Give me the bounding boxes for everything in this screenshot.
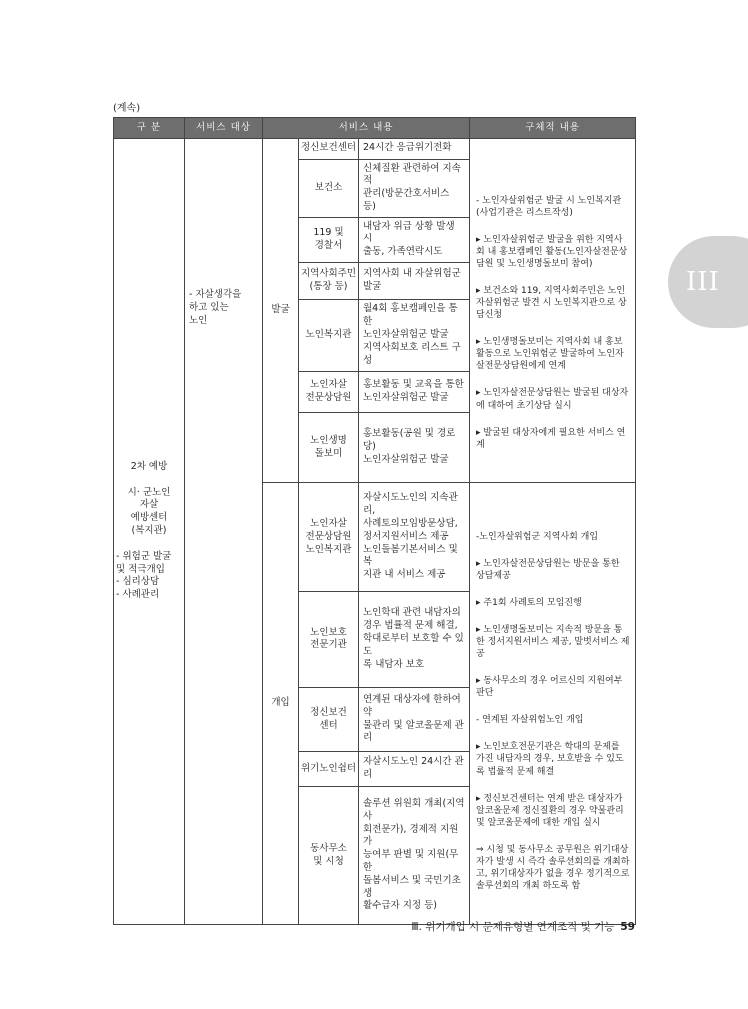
detail-item: ▸ 발굴된 대상자에게 필요한 서비스 연계 bbox=[476, 427, 626, 450]
category-cell bbox=[114, 139, 185, 925]
service-table bbox=[113, 117, 636, 925]
content-cell: 노인학대 관련 내담자의 경우 법률적 문제 해결, 학대로부터 보호할 수 있도 록 내담자 보호 bbox=[359, 591, 470, 687]
page-number: 59 bbox=[620, 921, 635, 933]
content-cell: 솔루션 위원회 개최(지역사 회전문가), 경제적 지원 가 능여부 판별 및 지원(무한 돌봄서비스 및 국민기초생 활수급자 지정 등) bbox=[359, 787, 470, 925]
table-row bbox=[114, 139, 636, 160]
detail-item: ▸ 노인생명돌보미는 지역사회 내 홍보활동으로 노인위험군 발굴하여 노인자살전문상담원에게 연계 bbox=[476, 337, 624, 372]
agency-cell: 노인보호 전문기관 bbox=[299, 591, 359, 687]
phase-intervention: 개입 bbox=[263, 483, 299, 925]
agency-cell: 지역사회주민 (통장 등) bbox=[299, 262, 359, 299]
detail-item: ▸ 주1회 사례토의 모임진행 bbox=[476, 598, 582, 609]
header-content: 서비스 내용 bbox=[263, 118, 470, 139]
content-cell: 신체질환 관련하여 지속적 관리(방문간호서비스 등) bbox=[359, 159, 470, 217]
agency-cell: 동사무소 및 시청 bbox=[299, 787, 359, 925]
agency-cell: 정신보건센터 bbox=[299, 139, 359, 160]
content-cell: 월4회 홍보캠페인을 통한 노인자살위험군 발굴 지역사회보호 리스트 구성 bbox=[359, 300, 470, 371]
agency-cell: 정신보건 센터 bbox=[299, 687, 359, 751]
target-cell: - 자살생각을 하고 있는 노인 bbox=[185, 139, 263, 925]
page-footer bbox=[380, 919, 635, 934]
footer-title: Ⅲ. 위기개입 시 문제유형별 연계조직 및 기능 bbox=[411, 921, 615, 933]
header-details: 구체적 내용 bbox=[470, 118, 636, 139]
content-cell: 홍보활동(공원 및 경로당) 노인자살위험군 발굴 bbox=[359, 412, 470, 482]
detail-item: - 노인자살위험군 발굴 시 노인복지관(사업기관은 리스트작성) bbox=[476, 195, 622, 218]
chapter-tab bbox=[668, 236, 748, 328]
agency-cell: 보건소 bbox=[299, 159, 359, 217]
header-row bbox=[114, 118, 636, 139]
continued-label: (계속) bbox=[113, 103, 141, 114]
agency-cell: 노인생명 돌보미 bbox=[299, 412, 359, 482]
category-org: 시· 군노인 자살 예방센터 (복지관) bbox=[127, 486, 171, 537]
detail-item: ▸ 노인자살전문상담원는 방문을 통한 상담제공 bbox=[476, 559, 620, 582]
content-cell: 내담자 위급 상황 발생 시 출동, 가족연락시도 bbox=[359, 217, 470, 262]
detail-item: ▸ 동사무소의 경우 어르신의 지원여부 판단 bbox=[476, 676, 623, 699]
detail-item: ▸ 노인보호전문기관은 학대의 문제를 가진 내담자의 경우, 보호받을 수 있도록 법률적 문제 해결 bbox=[476, 742, 624, 777]
chapter-tab-label: III bbox=[686, 267, 720, 297]
content-cell: 24시간 응급위기전화 bbox=[359, 139, 470, 160]
category-title: 2차 예방 bbox=[130, 461, 168, 473]
content-cell: 연계된 대상자에 한하여 약 물관리 및 알코올문제 관리 bbox=[359, 687, 470, 751]
header-category: 구 분 bbox=[114, 118, 185, 139]
detail-item: ⇒ 시청 및 동사무소 공무원은 위기대상자가 발생 시 즉각 솔루션회의를 개최하고, 위기대상자가 없을 경우 정기적으로 솔루션회의 개최 하도록 함 bbox=[476, 844, 630, 892]
agency-cell: 노인자살 전문상담원 노인복지관 bbox=[299, 483, 359, 591]
detail-item: ▸ 정신보건센터는 연계 받은 대상자가 알코올문제 정신질환의 경우 약물관리 및 알코올문제에 대한 개입 실시 bbox=[476, 793, 624, 828]
detail-item: - 연계된 자살위험노인 개입 bbox=[476, 715, 584, 726]
content-cell: 지역사회 내 자살위험군 발굴 bbox=[359, 262, 470, 299]
content-cell: 자살시도노인 24시간 관리 bbox=[359, 752, 470, 787]
discovery-details-cell bbox=[470, 139, 636, 483]
detail-item: ▸ 노인생명돌보미는 지속적 방문을 통한 정서지원서비스 제공, 말벗서비스 제공 bbox=[476, 625, 630, 660]
detail-item: ▸ 보건소와 119, 지역사회주민은 노인자살위험군 발견 시 노인복지관으로 상담신청 bbox=[476, 285, 627, 321]
intervention-details-cell bbox=[470, 483, 636, 925]
phase-discovery: 발굴 bbox=[263, 139, 299, 483]
content-cell: 자살시도노인의 지속관리, 사례토의모임방문상담, 정서지원서비스 제공 노인돌봄기본서비스 및 복 지관 내 서비스 제공 bbox=[359, 483, 470, 591]
agency-cell: 노인자살 전문상담원 bbox=[299, 371, 359, 412]
agency-cell: 119 및 경찰서 bbox=[299, 217, 359, 262]
content-cell: 홍보활동 및 교육을 통한 노인자살위험군 발굴 bbox=[359, 371, 470, 412]
detail-item: ▸ 노인자살전문상담원는 발굴된 대상자에 대하여 초기상담 실시 bbox=[476, 388, 629, 411]
category-items: - 위험군 발굴 및 적극개입 - 심리상담 - 사례관리 bbox=[116, 550, 172, 601]
detail-item: ▸ 노인자살위험군 발굴을 위한 지역사회 내 홍보캠페인 활동(노인자살전문상담원 및 노인생명돌보미 참여) bbox=[476, 234, 628, 269]
agency-cell: 위기노인쉼터 bbox=[299, 752, 359, 787]
agency-cell: 노인복지관 bbox=[299, 300, 359, 371]
header-target: 서비스 대상 bbox=[185, 118, 263, 139]
detail-item: -노인자살위험군 지역사회 개입 bbox=[476, 532, 599, 543]
